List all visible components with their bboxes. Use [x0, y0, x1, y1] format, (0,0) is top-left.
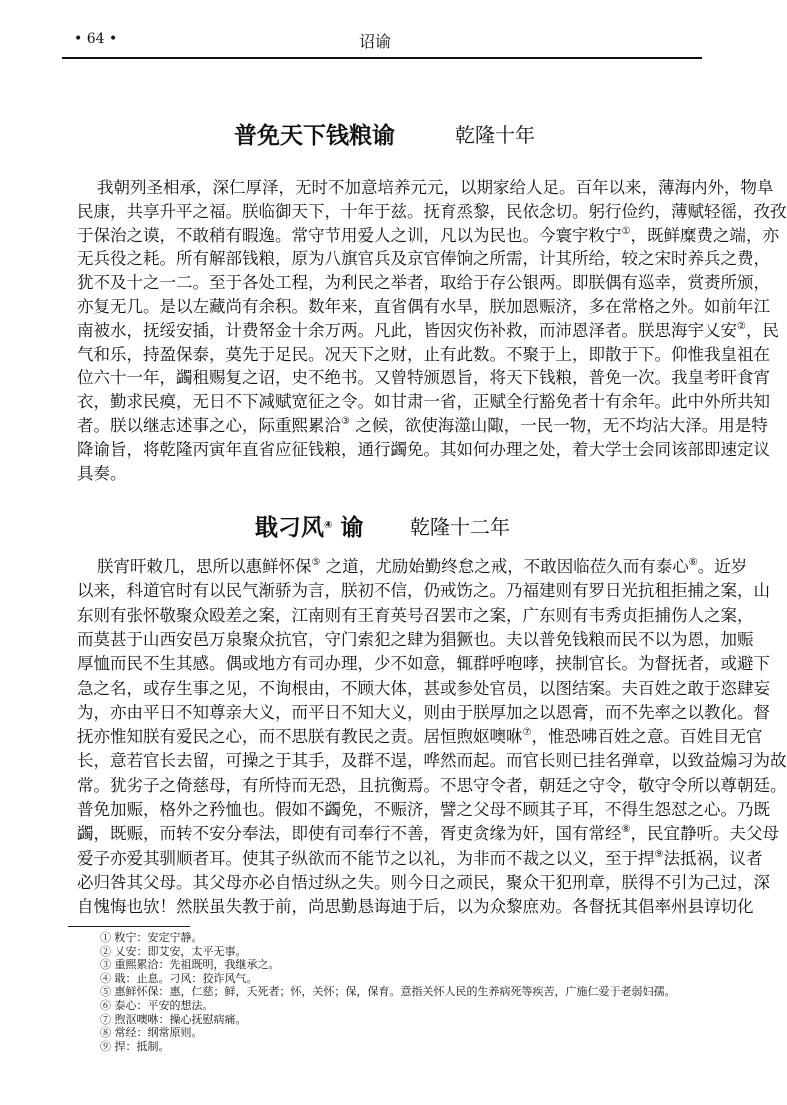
section-1-title: 普免天下钱粮谕: [234, 123, 395, 149]
footnote-marker: ⑤: [311, 557, 321, 568]
running-title: 诏谕: [358, 32, 391, 51]
text-line: 犹不及十之一二。至于各处工程，为利民之举者，取给于存公银两。即朕偶有巡幸，赏赉所颁，: [77, 273, 770, 293]
section-2-title: 戢刁风④ 谕: [255, 515, 364, 541]
text-line: 常。犹劣子之倚慈母，有所恃而无恐，且抗衡焉。不思守令者，朝廷之守令，敬守令所以尊朝廷。: [77, 775, 787, 795]
footnote: ⑧ 常经：纲常原则。: [100, 1026, 203, 1040]
footnote-marker: ⑨: [654, 848, 664, 860]
section-1-era: 乾隆十年: [455, 123, 535, 147]
footnote: ⑨ 捍：抵制。: [100, 1039, 170, 1053]
text-line: 无兵役之耗。所有解部钱粮，原为八旗官兵及京官俸饷之所需，计其所给，较之宋时养兵之费，: [77, 249, 770, 269]
footnote-marker: ②: [737, 320, 746, 332]
text-line: 具奏。: [77, 463, 127, 483]
text-line: 民康，共享升平之福。朕临御天下，十年于兹。抚育烝黎，民依念切。躬行俭约，薄赋轻徭，孜孜: [77, 201, 787, 221]
page-number: • 64 •: [74, 31, 118, 47]
footnote: ④ 戢：止息。刁风：狡诈风气。: [100, 971, 258, 985]
footnote: ⑦ 煦沤噢咻：操心抚慰病痛。: [100, 1012, 247, 1026]
text-line: 必归咎其父母。其父母亦必自悟过纵之失。则今日之顽民，聚众干犯刑章，朕得不引为己过，深: [77, 872, 770, 892]
text-line: 而莫甚于山西安邑万泉聚众抗官，守门索犯之肆为猖獗也。夫以普免钱粮而民不以为恩，加赈: [77, 629, 754, 649]
footnote-marker: ①: [621, 225, 631, 237]
header-rule: [62, 57, 702, 59]
footnote-marker: ⑥: [688, 557, 698, 568]
footnote: ② 乂安：即艾安，太平无事。: [100, 944, 247, 958]
footnote-marker: ⑧: [621, 824, 631, 836]
section-2-era: 乾隆十二年: [410, 515, 510, 539]
footnote: ① 敉宁：安定宁静。: [100, 931, 203, 944]
text-line: 东则有张怀敬聚众殴差之案，江南则有王育英号召罢市之案，广东则有韦秀贞拒捕伤人之案，: [77, 605, 754, 625]
text-line: 爱子亦爱其驯顺者耳。使其子纵欲而不能节之以礼，为非而不裁之以义，至于捍⑨法抵祸，议者: [77, 848, 763, 868]
text-line: 为，亦由平日不知尊亲大义，而平日不知大义，则由于朕厚加之以恩膏，而不先率之以教化。督: [77, 702, 770, 722]
footnote-marker: ③: [341, 416, 350, 427]
text-line: 急之名，或存生事之见，不询根由，不顾大体，甚或参处官员，以图结案。夫百姓之敢于恣肆妄: [77, 678, 770, 698]
text-line: 气和乐，持盈保泰，莫先于足民。况天下之财，止有此数。不聚于上，即散于下。仰惟我皇祖在: [77, 344, 770, 364]
text-line: 南被水，抚绥安插，计费帑金十余万两。凡此，皆因灾伤补救，而沛恩泽者。朕思海宇乂安②，民: [77, 320, 779, 340]
text-line: 者。朕以继志述事之心，际重熙累洽③ 之候，欲使海澨山陬，一民一物，无不均沾大泽。用是特: [77, 416, 768, 435]
text-line: 自愧悔也欤！然朕虽失教于前，尚思勤恳诲迪于后，以为众黎庶劝。各督抚其倡率州县谆切化: [77, 897, 754, 917]
text-line: 位六十一年，蠲租赐复之诏，史不绝书。又曾特颁恩旨，将天下钱粮，普免一次。我皇考旰食宵: [77, 368, 770, 388]
footnote: ⑥ 泰心：平安的想法。: [100, 999, 214, 1012]
text-line: 衣，勤求民瘼，无日不下减赋宽征之令。如甘肃一省，正赋全行豁免者十有余年。此中外所共知: [77, 392, 770, 412]
text-line: 以来，科道官时有以民气渐骄为言，朕初不信，仍戒饬之。乃福建则有罗日光抗租拒捕之案，山: [77, 581, 770, 601]
text-line: 朕宵旰敕几，思所以惠鲜怀保⑤ 之道，尤励始勤终怠之戒，不敢因临莅久而有泰心⑥。近岁: [97, 557, 748, 576]
text-line: 我朝列圣相承，深仁厚泽，无时不加意培养元元，以期家给人足。百年以来，薄海内外，物阜: [97, 178, 774, 197]
footnote: ③ 重熙累洽：先祖既明，我继承之。: [100, 958, 280, 972]
text-line: 长，意若官长去留，可操之于其手，及群不逞，哗然而起。而官长则已挂名弹章，以致益煽习为故: [77, 751, 787, 771]
footnote-rule: [68, 926, 190, 927]
text-line: 于保治之谟，不敢稍有暇逸。常守节用爱人之训，凡以为民也。今寰宇敉宁①，既鲜糜费之端，亦: [77, 225, 779, 245]
text-line: 降谕旨，将乾隆丙寅年直省应征钱粮，通行蠲免。其如何办理之处，着大学士会同该部即速定议: [77, 439, 770, 459]
footnote-marker: ⑦: [522, 727, 532, 739]
text-line: 厚恤而民不生其感。偶或地方有司办理，少不如意，辄群呼咆哮，挟制官长。为督抚者，或避下: [77, 654, 770, 674]
text-line: 抚亦惟知朕有爱民之心，而不思朕有教民之责。居恒煦妪噢咻⑦，惟恐咈百姓之意。百姓目无官: [77, 727, 763, 747]
footnote-marker: ④: [324, 520, 333, 531]
text-line: 亦复无几。是以左藏尚有余积。数年来，直省偶有水旱，朕加恩赈济，多在常格之外。如前年江: [77, 297, 770, 316]
text-line: 蠲，既赈，而转不安分奉法，即使有司奉行不善，胥吏贪缘为奸，国有常经⑧，民宜静听。夫父母: [77, 824, 779, 844]
text-line: 普免加赈，格外之矜恤也。假如不蠲免，不赈济，譬之父母不顾其子耳，不得生怨怼之心。乃既: [77, 800, 770, 819]
footnote: ⑤ 惠鲜怀保：惠，仁慈；鲜，夭死者；怀，关怀；保，保育。意指关怀人民的生养病死等疾苦，广施仁爱于老弱妇孺。: [100, 985, 676, 999]
